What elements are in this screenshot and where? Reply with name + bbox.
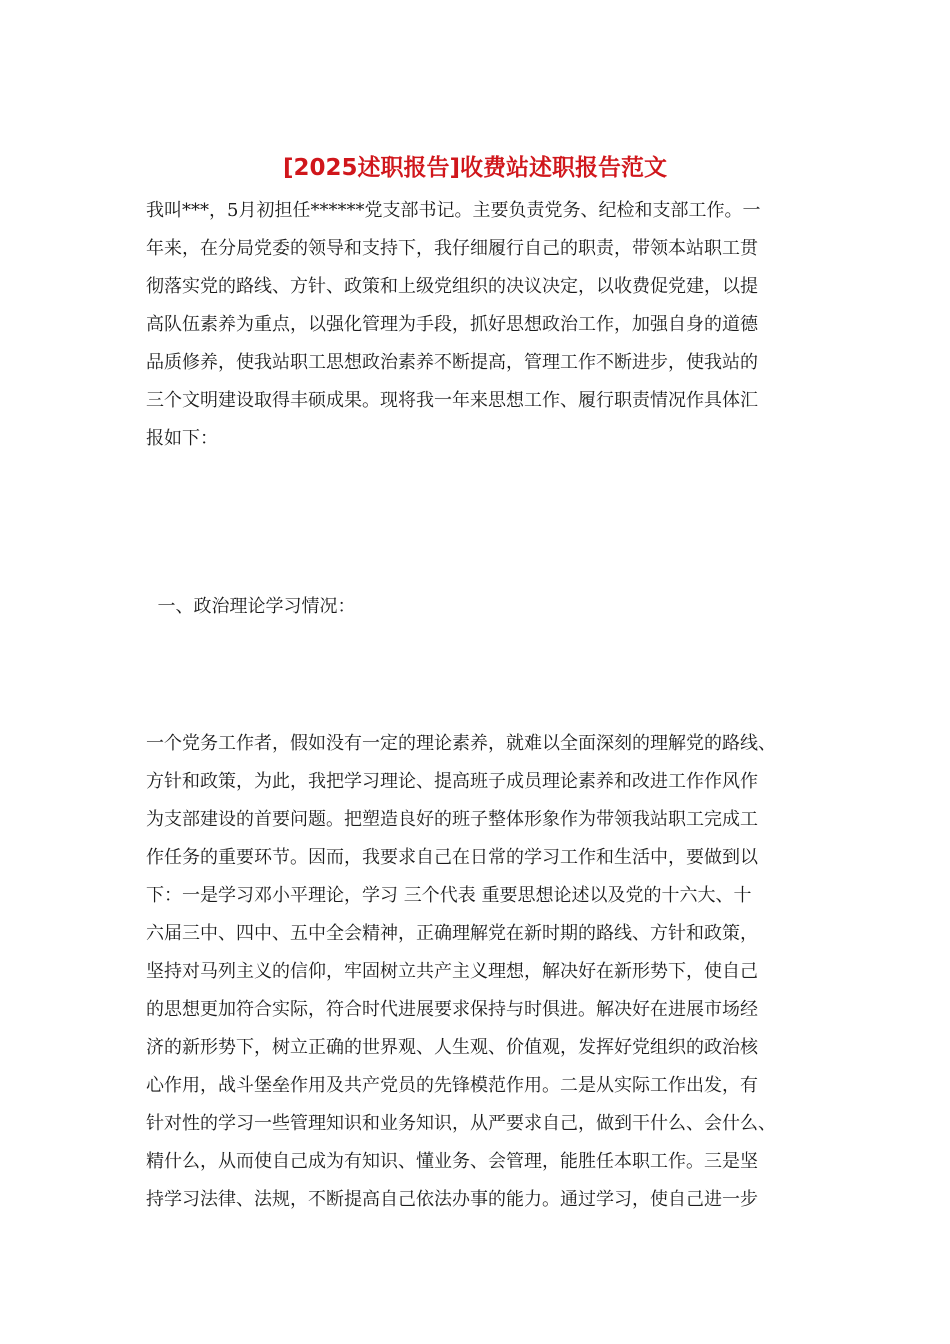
text-line: 高队伍素养为重点，以强化管理为手段，抓好思想政治工作，加强自身的道德 [146,314,758,335]
text-line: 方针和政策，为此，我把学习理论、提高班子成员理论素养和改进工作作风作 [146,771,758,792]
text-line: 报如下： [146,428,218,449]
text-line: 一个党务工作者，假如没有一定的理论素养，就难以全面深刻的理解党的路线、 [146,733,776,754]
text-line: 下：一是学习邓小平理论，学习 三个代表 重要思想论述以及党的十六大、十 [146,885,752,906]
document-title: [2025述职报告]收费站述职报告范文 [282,155,668,181]
text-line: 作任务的重要环节。因而，我要求自己在日常的学习工作和生活中，要做到以 [146,847,758,868]
text-line: 济的新形势下，树立正确的世界观、人生观、价值观，发挥好党组织的政治核 [146,1037,758,1058]
text-line: 坚持对马列主义的信仰，牢固树立共产主义理想，解决好在新形势下，使自己 [146,961,758,982]
text-line: 的思想更加符合实际，符合时代进展要求保持与时俱进。解决好在进展市场经 [146,999,758,1020]
text-line: 为支部建设的首要问题。把塑造良好的班子整体形象作为带领我站职工完成工 [146,809,758,830]
text-line: 彻落实党的路线、方针、政策和上级党组织的决议决定，以收费促党建，以提 [146,276,758,297]
section-heading [146,588,816,626]
text-line: 六届三中、四中、五中全会精神，正确理解党在新时期的路线、方针和政策， [146,923,758,944]
text-line: 年来，在分局党委的领导和支持下，我仔细履行自己的职责，带领本站职工贯 [146,238,758,259]
section-1-heading: 一、政治理论学习情况： [146,596,356,617]
text-line: 我叫***，5月初担任******党支部书记。主要负责党务、纪检和支部工作。一 [146,200,761,221]
text-line: 持学习法律、法规，不断提高自己依法办事的能力。通过学习，使自己进一步 [146,1189,758,1210]
intro-paragraph [146,192,816,458]
text-line: 三个文明建设取得丰硕成果。现将我一年来思想工作、履行职责情况作具体汇 [146,390,758,411]
body-paragraph [146,725,816,1219]
text-line: 精什么，从而使自己成为有知识、懂业务、会管理，能胜任本职工作。三是坚 [146,1151,758,1172]
text-line: 针对性的学习一些管理知识和业务知识，从严要求自己，做到干什么、会什么、 [146,1113,776,1134]
text-line: 品质修养，使我站职工思想政治素养不断提高，管理工作不断进步，使我站的 [146,352,758,373]
text-line: 心作用，战斗堡垒作用及共产党员的先锋模范作用。二是从实际工作出发，有 [146,1075,758,1096]
